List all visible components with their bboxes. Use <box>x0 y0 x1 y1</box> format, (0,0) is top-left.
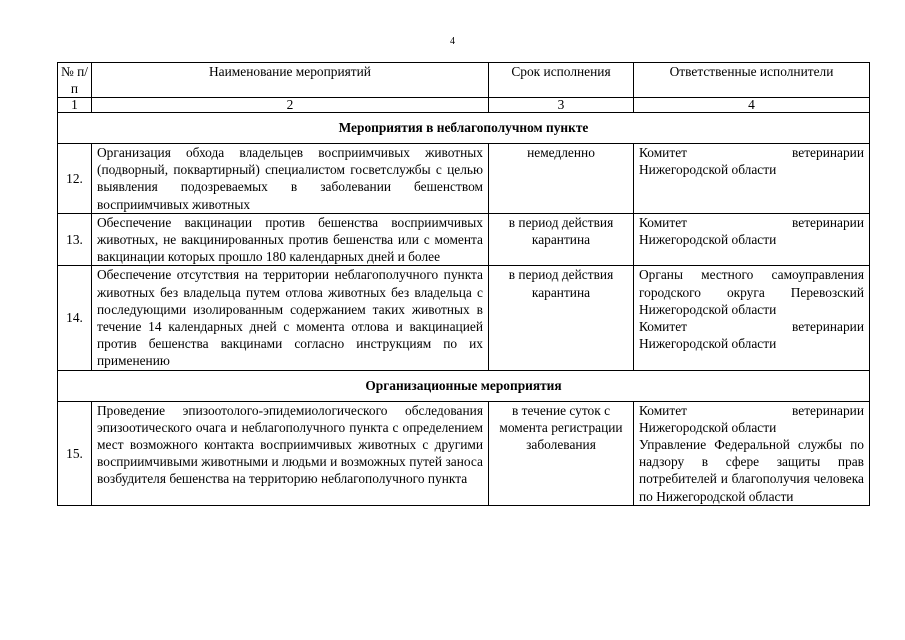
header-term: Срок исполнения <box>489 63 634 98</box>
row-term: в период действия карантина <box>489 266 634 370</box>
responsible-committee-line: Комитет ветеринарии <box>639 145 864 160</box>
table-header-row <box>58 63 870 98</box>
table-row <box>58 266 870 370</box>
responsible-local-government: Органы местного самоуправления городского округа Перевозский Нижегородской области <box>639 267 864 317</box>
row-responsible <box>634 144 870 214</box>
table-row <box>58 144 870 214</box>
section-row <box>58 370 870 401</box>
measures-table <box>57 62 870 506</box>
responsible-rospotrebnadzor: Управление Федеральной службы по надзору в сфере защиты прав потребителей и благополучия человека по Нижегородской области <box>639 437 864 504</box>
row-term: немедленно <box>489 144 634 214</box>
header-name: Наименование мероприятий <box>92 63 489 98</box>
row-number: 13. <box>58 213 92 266</box>
row-measure: Проведение эпизоотолого-эпидемиологического обследования эпизоотического очага и неблагополучного пункта с определением мест возможного контакта восприимчивых животных с другими восприимчивыми животными и людьми и возможных путей заноса возбудителя бешенства на территорию неблагополучного пункта <box>92 401 489 505</box>
column-number: 4 <box>634 98 870 113</box>
column-number: 3 <box>489 98 634 113</box>
responsible-region: Нижегородской области <box>639 232 777 248</box>
section-title: Организационные мероприятия <box>58 370 870 401</box>
row-measure: Организация обхода владельцев восприимчивых животных (подворный, поквартирный) специалистом госветслужбы с целью выявления подозреваемых в заболевании бешенством восприимчивых животных <box>92 144 489 214</box>
responsible-region: Нижегородской области <box>639 162 777 178</box>
section-title: Мероприятия в неблагополучном пункте <box>58 113 870 144</box>
responsible-region: Нижегородской области <box>639 419 777 435</box>
column-number: 1 <box>58 98 92 113</box>
row-responsible <box>634 266 870 370</box>
row-term: в течение суток с момента регистрации заболевания <box>489 401 634 505</box>
table-row <box>58 213 870 266</box>
column-number: 2 <box>92 98 489 113</box>
column-numbers-row <box>58 98 870 113</box>
responsible-region: Нижегородской области <box>639 336 777 352</box>
section-row <box>58 113 870 144</box>
row-number: 15. <box>58 401 92 505</box>
row-measure: Обеспечение отсутствия на территории неблагополучного пункта животных без владельца путем отлова животных без владельца с последующими изолированным содержанием таких животных в течение 14 календарных дней с момента отлова и вакцинацией против бешенства вакцинами согласно инструкциям по их применению <box>92 266 489 370</box>
responsible-committee-line: Комитет ветеринарии <box>639 319 864 335</box>
row-responsible <box>634 213 870 266</box>
row-responsible <box>634 401 870 505</box>
header-number: № п/п <box>58 63 92 98</box>
row-measure: Обеспечение вакцинации против бешенства восприимчивых животных, не вакцинированных против бешенства или с момента вакцинации которых прошло 180 календарных дней и более <box>92 213 489 266</box>
responsible-committee-line: Комитет ветеринарии <box>639 214 864 230</box>
table-row <box>58 401 870 505</box>
row-number: 12. <box>58 144 92 214</box>
responsible-committee-line: Комитет ветеринарии <box>639 402 864 418</box>
header-responsible: Ответственные исполнители <box>634 63 870 98</box>
page-number: 4 <box>450 36 455 47</box>
row-term: в период действия карантина <box>489 213 634 266</box>
row-number: 14. <box>58 266 92 370</box>
